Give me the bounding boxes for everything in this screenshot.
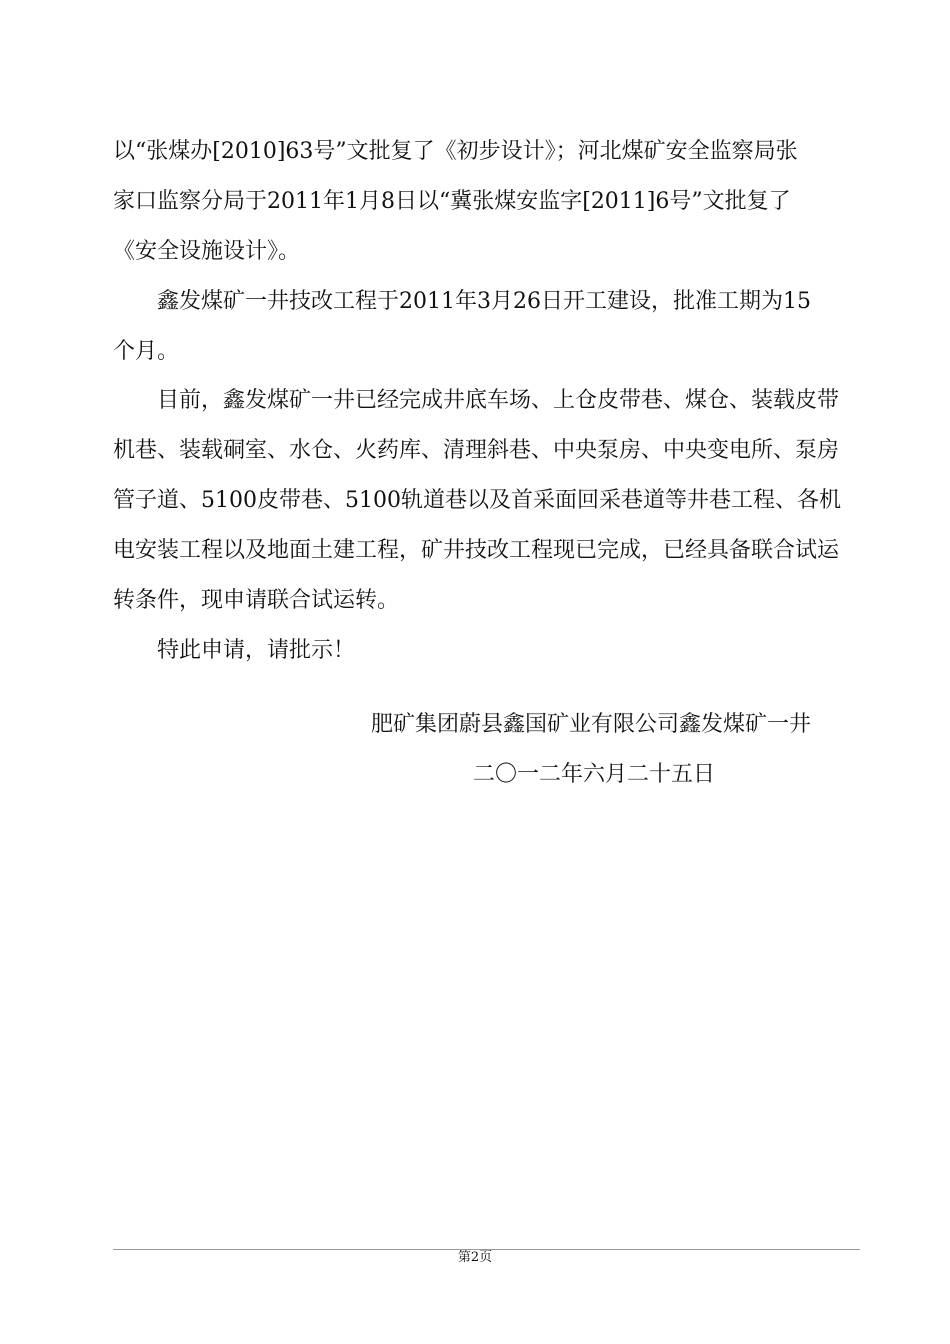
page-number: 第2页: [457, 1250, 493, 1265]
body-line: 机巷、装载硐室、水仓、火药库、清理斜巷、中央泵房、中央变电所、泵房: [113, 438, 840, 463]
body-line: 家口监察分局于2011年1月8日以“冀张煤安监字[2011]6号”文批复了: [113, 189, 791, 214]
body-line: 个月。: [113, 339, 180, 364]
body-line: 目前，鑫发煤矿一井已经完成井底车场、上仓皮带巷、煤仓、装载皮带: [113, 388, 840, 413]
signature-company: 肥矿集团蔚县鑫国矿业有限公司鑫发煤矿一井: [371, 712, 812, 737]
body-line: 《安全设施设计》。: [113, 239, 301, 264]
body-line: 电安装工程以及地面土建工程，矿井技改工程现已完成，已经具备联合试运: [113, 538, 840, 563]
body-line: 管子道、5100皮带巷、5100轨道巷以及首采面回采巷道等井巷工程、各机: [113, 488, 841, 513]
body-line: 以“张煤办[2010]63号”文批复了《初步设计》；河北煤矿安全监察局张: [113, 139, 798, 164]
body-line: 鑫发煤矿一井技改工程于2011年3月26日开工建设，批准工期为15: [113, 289, 811, 314]
signature-date: 二〇一二年六月二十五日: [473, 762, 716, 787]
body-line: 特此申请，请批示！: [113, 638, 356, 663]
body-line: 转条件，现申请联合试运转。: [113, 588, 400, 613]
